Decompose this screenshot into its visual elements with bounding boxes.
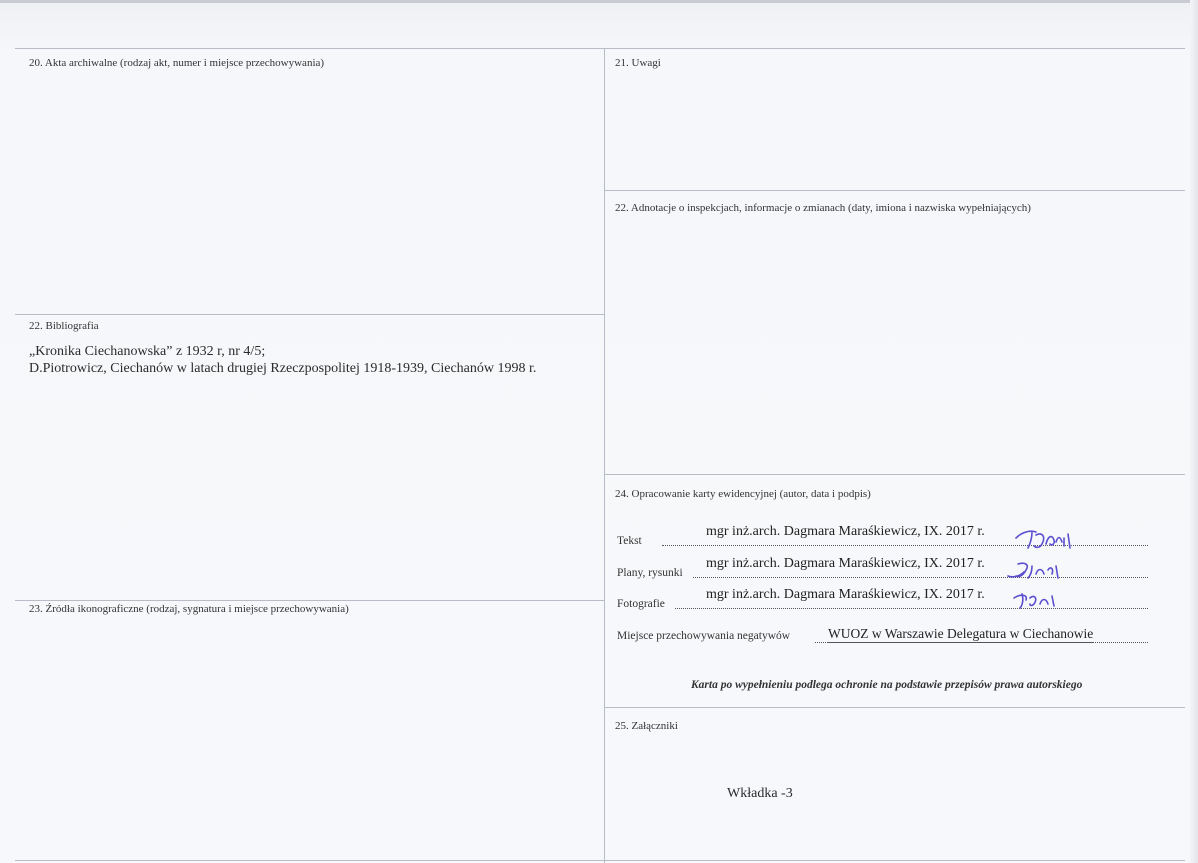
divider-left-2 <box>15 600 604 601</box>
row-photos-label: Fotografie <box>617 598 665 610</box>
negatives-label: Miejsce przechowywania negatywów <box>617 630 791 642</box>
section-22-annotations-label: 22. Adnotacje o inspekcjach, informacje o zmianach (daty, imiona i nazwiska wypełniających) <box>615 202 1031 214</box>
section-24-label: 24. Opracowanie karty ewidencyjnej (autor, data i podpis) <box>615 488 871 500</box>
signature-3-icon <box>1010 588 1062 610</box>
row-text-label: Tekst <box>617 535 642 547</box>
negatives-value: WUOZ w Warszawie Delegatura w Ciechanowie <box>828 626 1094 641</box>
signature-2-icon <box>1004 558 1064 582</box>
section-21-label: 21. Uwagi <box>615 57 661 69</box>
divider-right-2 <box>604 474 1185 475</box>
divider-left-1 <box>15 314 604 315</box>
bibliography-line-1: „Kronika Ciechanowska” z 1932 r, nr 4/5; <box>29 344 266 359</box>
section-23-label: 23. Źródła ikonograficzne (rodzaj, sygnatura i miejsce przechowywania) <box>29 603 349 615</box>
row-text-dots <box>662 545 1148 546</box>
divider-top <box>15 48 1185 49</box>
copyright-notice: Karta po wypełnieniu podlega ochronie na podstawie przepisów prawa autorskiego <box>691 679 1083 691</box>
row-plans-label: Plany, rysunki <box>617 567 683 579</box>
section-25-label: 25. Załączniki <box>615 720 678 732</box>
divider-center <box>604 48 605 863</box>
attachments-content: Wkładka -3 <box>727 786 793 801</box>
row-photos-value: mgr inż.arch. Dagmara Maraśkiewicz, IX. 2017 r. <box>706 587 985 602</box>
row-plans-dots <box>693 577 1148 578</box>
top-edge <box>0 0 1198 3</box>
signature-1-icon <box>1012 526 1074 552</box>
divider-right-3 <box>604 707 1185 708</box>
row-plans-value: mgr inż.arch. Dagmara Maraśkiewicz, IX. 2017 r. <box>706 556 985 571</box>
row-photos-dots <box>675 608 1148 609</box>
section-22-bibliography-label: 22. Bibliografia <box>29 320 99 332</box>
row-text-value: mgr inż.arch. Dagmara Maraśkiewicz, IX. 2017 r. <box>706 524 985 539</box>
divider-bottom <box>15 860 1185 861</box>
bibliography-line-2: D.Piotrowicz, Ciechanów w latach drugiej Rzeczpospolitej 1918-1939, Ciechanów 1998 r. <box>29 361 537 376</box>
divider-right-1 <box>604 190 1185 191</box>
right-edge <box>1190 0 1198 863</box>
section-20-label: 20. Akta archiwalne (rodzaj akt, numer i miejsce przechowywania) <box>29 57 325 69</box>
